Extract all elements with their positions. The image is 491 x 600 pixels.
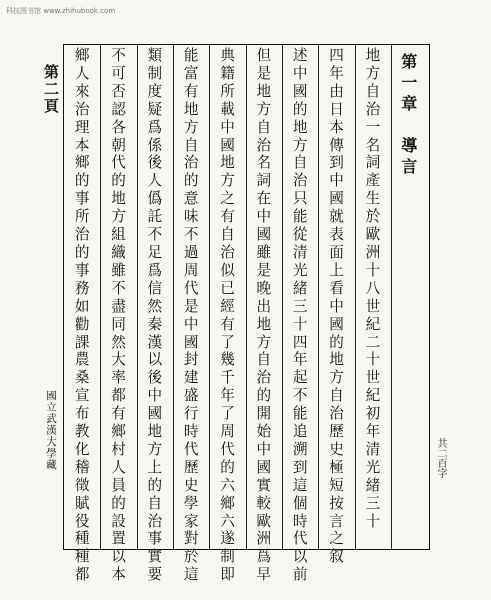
char-count: 共二百字 (435, 438, 446, 478)
column-divider (173, 45, 174, 549)
text-column: 但 是 地 方 自 治 名 詞 在 中 國 雖 是 晚 出 地 方 自 治 的 開 始 中 國 實 較 歐 洲 爲 早 (256, 47, 272, 584)
text-column: 典 籍 所 載 中 國 地 方 之 有 自 治 似 已 經 有 了 幾 千 年 了 周 代 的 六 鄉 六 遂 制 即 (220, 47, 235, 584)
column-divider (318, 45, 319, 549)
page-frame (63, 44, 430, 584)
column-divider (282, 45, 283, 549)
column-divider (209, 45, 210, 549)
column-divider (246, 45, 247, 549)
column-divider (100, 45, 101, 549)
text-column: 鄉 人 來 治 理 本 鄉 的 事 所 治 的 事 務 如 勸 課 農 桑 宣 布 教 化 稽 徵 賦 役 種 種 都 (74, 47, 90, 584)
column-divider (391, 45, 392, 549)
text-column: 能 富 有 地 方 自 治 的 意 味 不 過 周 代 是 中 國 封 建 盛 行 時 代 歷 史 學 家 對 於 這 (183, 47, 199, 584)
text-column: 述 中 國 的 地 方 自 治 只 能 從 清 光 緒 三 十 四 年 起 不 能 追 溯 到 這 個 時 代 以 前 (292, 47, 308, 584)
page-label: 第二頁 (42, 64, 60, 115)
text-column: 四 年 由 日 本 傳 到 中 國 就 表 面 上 看 中 國 的 地 方 自 治 歷 史 極 短 按 言 之 叙 (329, 47, 344, 566)
text-column: 地 方 自 治 一 名 詞 產 生 於 歐 洲 十 八 世 紀 二 十 世 紀 初 年 清 光 緒 三 十 (365, 47, 381, 530)
column-divider (355, 45, 356, 549)
text-column: 類 制 度 疑 爲 係 後 人 僞 託 不 足 爲 信 然 秦 漢 以 後 中 國 地 方 上 的 自 治 事 實 要 (147, 47, 163, 584)
column-grid (64, 45, 429, 584)
column-divider (137, 45, 138, 549)
text-column: 不 可 否 認 各 朝 代 的 地 方 組 織 雖 不 盡 同 然 大 率 都 有 鄉 村 人 員 的 設 置 以 本 (111, 47, 126, 584)
library-stamp: 國立武漢大學藏 (45, 390, 57, 471)
chapter-heading: 第 一 章 導 言 (401, 52, 418, 176)
site-watermark: 科技图书馆 www.zhihubook.com (6, 7, 116, 15)
